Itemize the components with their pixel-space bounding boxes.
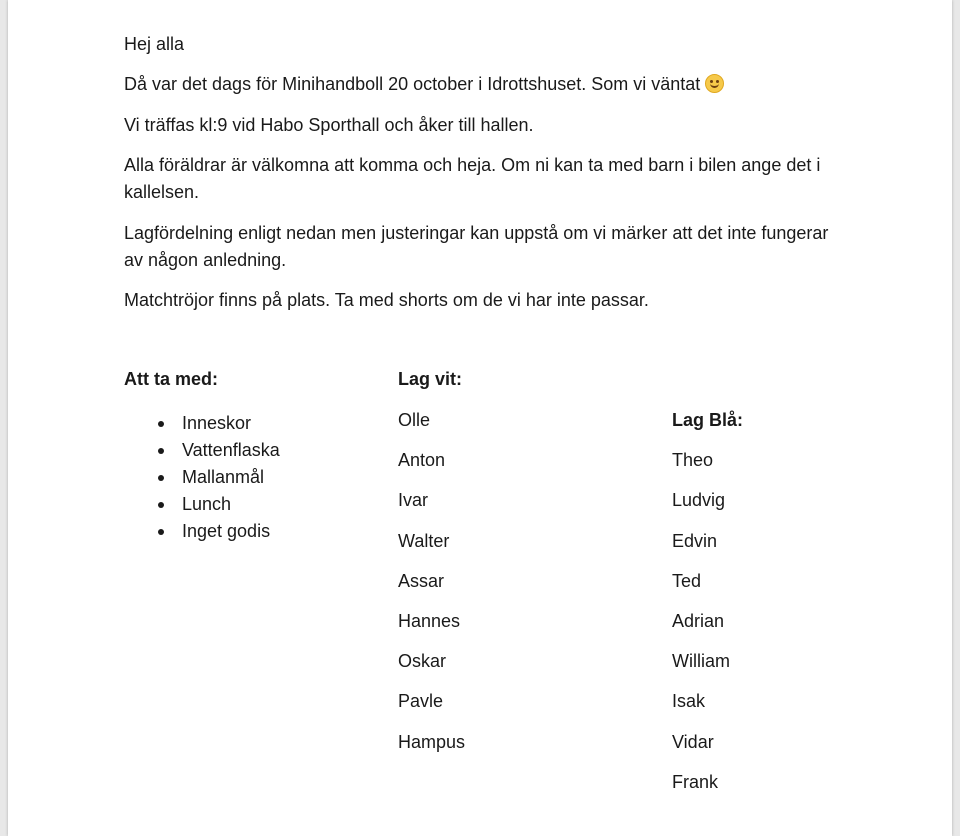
document-page (8, 0, 952, 836)
greeting: Hej alla (124, 34, 185, 54)
team-white-player: Anton (398, 450, 446, 470)
team-white-heading: Lag vit: (398, 369, 463, 389)
bring-list (153, 410, 280, 545)
bring-list-heading: Att ta med: (124, 369, 218, 389)
paragraph-teams: Lagfördelning enligt nedan men justeringar kan uppstå om vi märker att det inte fungerar av någon anledning. (124, 223, 829, 270)
list-item: Inneskor (153, 410, 280, 437)
list-item: Inget godis (153, 518, 280, 545)
team-white-player: Hampus (398, 732, 466, 752)
team-white-player: Assar (398, 571, 445, 591)
team-white-player: Hannes (398, 611, 461, 631)
team-white-player: Walter (398, 531, 450, 551)
team-white-player: Ivar (398, 490, 429, 510)
team-blue-player: Adrian (672, 611, 725, 631)
team-blue-player: Theo (672, 450, 714, 470)
team-blue-player: Frank (672, 772, 719, 792)
team-blue-player: Vidar (672, 732, 714, 752)
team-white-player: Olle (398, 410, 431, 430)
team-blue-player: Isak (672, 691, 706, 711)
list-item: Vattenflaska (153, 437, 280, 464)
team-white-player: Oskar (398, 651, 447, 671)
paragraph-event-text: Då var det dags för Minihandboll 20 october i Idrottshuset. Som vi väntat (124, 74, 701, 94)
list-item: Mallanmål (153, 464, 280, 491)
team-blue-player: William (672, 651, 730, 671)
paragraph-meeting: Vi träffas kl:9 vid Habo Sporthall och åker till hallen. (124, 115, 534, 135)
list-item: Lunch (153, 491, 280, 518)
team-blue-player: Edvin (672, 531, 718, 551)
smiling-face-icon (705, 74, 724, 93)
team-blue-player: Ludvig (672, 490, 726, 510)
team-blue-player: Ted (672, 571, 702, 591)
team-blue-heading: Lag Blå: (672, 410, 744, 430)
paragraph-parents: Alla föräldrar är välkomna att komma och heja. Om ni kan ta med barn i bilen ange det i kallelsen. (124, 155, 821, 202)
paragraph-jerseys: Matchtröjor finns på plats. Ta med shorts om de vi har inte passar. (124, 290, 649, 310)
team-white-player: Pavle (398, 691, 444, 711)
paragraph-event (124, 71, 904, 98)
